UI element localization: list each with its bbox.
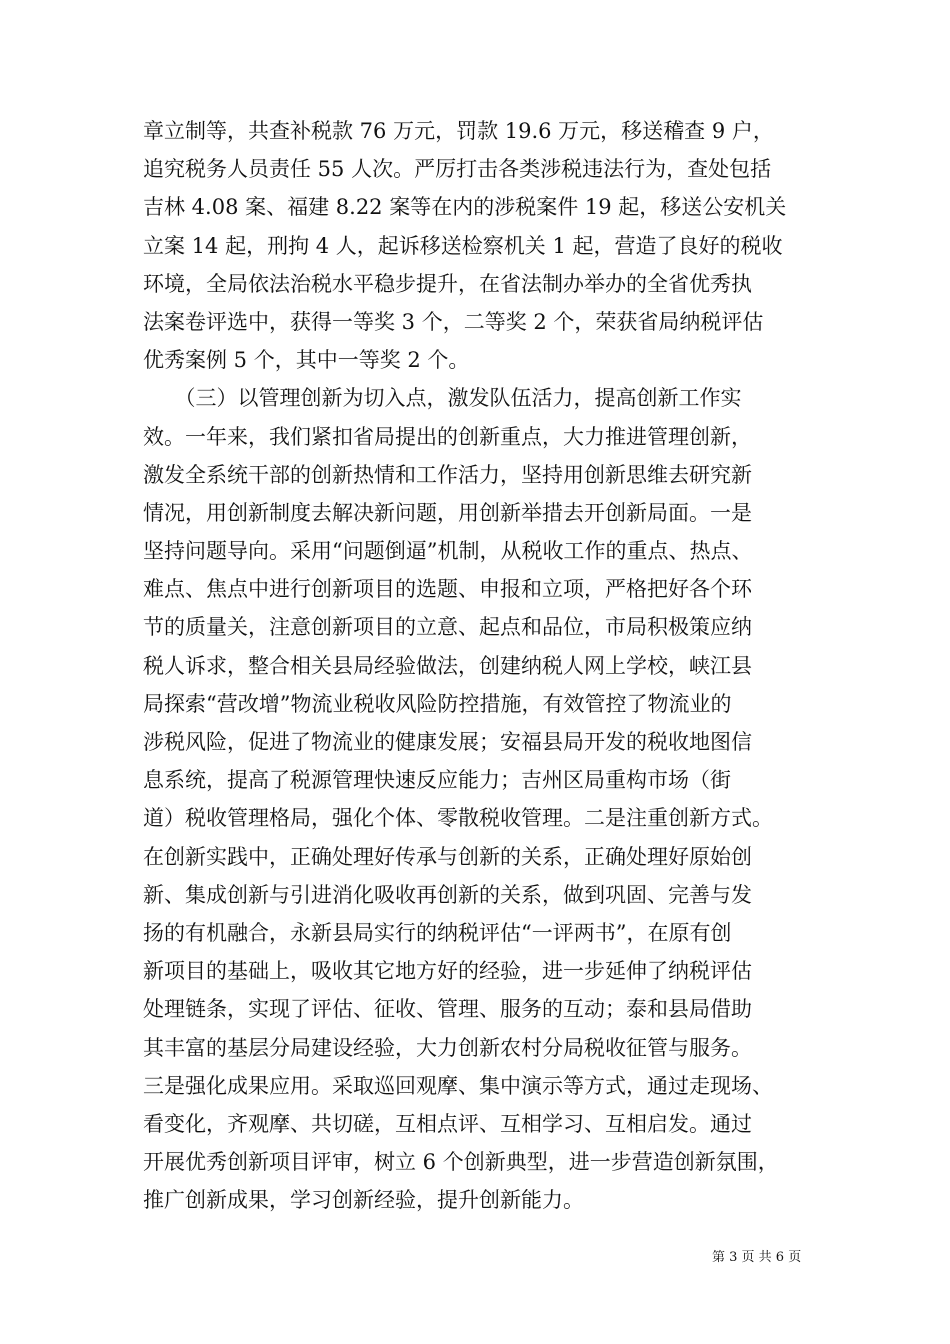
text-line: 涉税风险，促进了物流业的健康发展；安福县局开发的税收地图信	[143, 730, 752, 754]
paragraph-heading-line: （三）以管理创新为切入点，激发队伍活力，提高创新工作实	[143, 386, 742, 411]
text-line: 坚持问题导向。采用“问题倒逼”机制，从税收工作的重点、热点、	[143, 539, 753, 564]
text-line: 看变化，齐观摩、共切磋，互相点评、互相学习、互相启发。通过	[143, 1111, 752, 1136]
text-line: 扬的有机融合，永新县局实行的纳税评估“一评两书”，在原有创	[143, 920, 732, 945]
text-line: 难点、焦点中进行创新项目的选题、申报和立项，严格把好各个环	[143, 577, 752, 602]
text-line: 吉林 4.08 案、福建 8.22 案等在内的涉税案件 19 起，移送公安机关	[143, 195, 787, 220]
text-line: 推广创新成果，学习创新经验，提升创新能力。	[143, 1188, 584, 1213]
text-line: 三是强化成果应用。采取巡回观摩、集中演示等方式，通过走现场、	[143, 1073, 773, 1098]
text-line: 效。一年来，我们紧扣省局提出的创新重点，大力推进管理创新，	[143, 424, 752, 449]
body-text	[143, 112, 813, 1219]
text-line: 道）税收管理格局，强化个体、零散税收管理。二是注重创新方式。	[143, 806, 773, 831]
text-line: 处理链条，实现了评估、征收、管理、服务的互动；泰和县局借助	[143, 997, 752, 1022]
text-line: 法案卷评选中，获得一等奖 3 个，二等奖 2 个，荣获省局纳税评估	[143, 309, 764, 334]
text-line: 局探索“营改增”物流业税收风险防控措施，有效管控了物流业的	[143, 691, 732, 716]
text-line: 税人诉求，整合相关县局经验做法，创建纳税人网上学校，峡江县	[143, 653, 752, 678]
page-number-footer: 第 3 页 共 6 页	[712, 1250, 802, 1265]
text-line: 息系统，提高了税源管理快速反应能力；吉州区局重构市场（街	[143, 768, 731, 793]
text-line: 追究税务人员责任 55 人次。严厉打击各类涉税违法行为，查处包括	[143, 157, 772, 182]
text-line: 优秀案例 5 个，其中一等奖 2 个。	[143, 348, 470, 373]
text-line: 新、集成创新与引进消化吸收再创新的关系，做到巩固、完善与发	[143, 882, 752, 907]
text-line: 在创新实践中，正确处理好传承与创新的关系，正确处理好原始创	[143, 844, 752, 869]
text-line: 环境，全局依法治税水平稳步提升，在省法制办举办的全省优秀执	[143, 271, 752, 296]
text-line: 立案 14 起，刑拘 4 人，起诉移送检察机关 1 起，营造了良好的税收	[143, 233, 783, 258]
text-line: 开展优秀创新项目评审，树立 6 个创新典型，进一步营造创新氛围，	[143, 1150, 779, 1175]
text-line: 其丰富的基层分局建设经验，大力创新农村分局税收征管与服务。	[143, 1035, 752, 1060]
text-line: 激发全系统干部的创新热情和工作活力，坚持用创新思维去研究新	[143, 462, 752, 487]
text-line: 新项目的基础上，吸收其它地方好的经验，进一步延伸了纳税评估	[143, 959, 752, 984]
text-line: 情况，用创新制度去解决新问题，用创新举措去开创新局面。一是	[143, 500, 752, 525]
text-line: 章立制等，共查补税款 76 万元，罚款 19.6 万元，移送稽查 9 户，	[143, 119, 774, 143]
text-line: 节的质量关，注意创新项目的立意、起点和品位，市局积极策应纳	[143, 615, 752, 640]
